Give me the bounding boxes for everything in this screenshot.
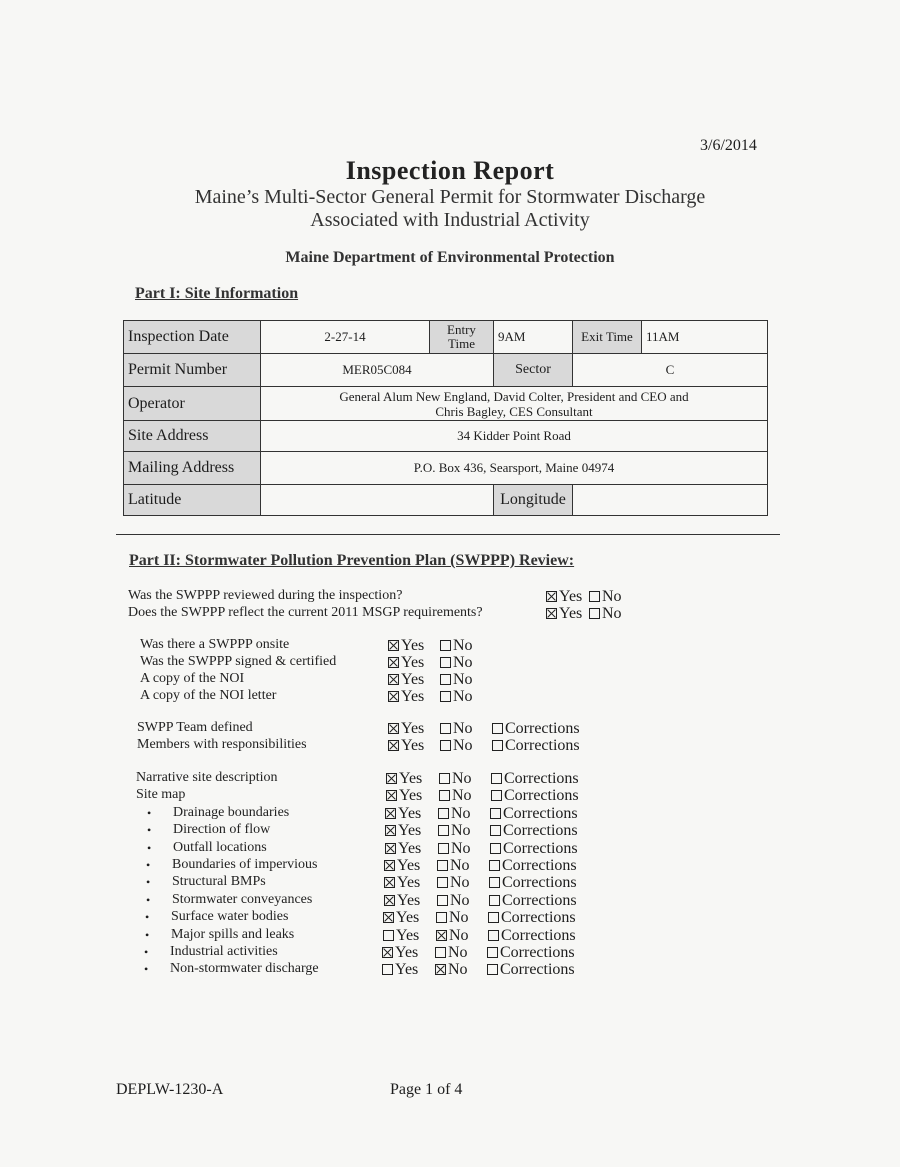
- group3-4-no-option[interactable]: [438, 840, 471, 858]
- group3-8-no-checkbox[interactable]: [436, 912, 447, 923]
- checklist-item-label: Outfall locations: [173, 839, 267, 855]
- group3-5-corrections-option[interactable]: [489, 857, 577, 875]
- group3-8-corrections-label: Corrections: [501, 909, 576, 927]
- group2-1-no-option[interactable]: [440, 737, 473, 755]
- latitude-label: Latitude: [124, 485, 261, 516]
- group3-4-corrections-option[interactable]: [490, 840, 578, 858]
- top-question-1-no-checkbox[interactable]: [589, 608, 600, 619]
- group3-5-no-checkbox[interactable]: [437, 860, 448, 871]
- group3-10-corrections-label: Corrections: [500, 944, 575, 961]
- site-address-value: 34 Kidder Point Road: [261, 421, 768, 452]
- group3-11-corrections-label: Corrections: [500, 961, 575, 979]
- group3-8-yes-checkbox[interactable]: [383, 912, 394, 923]
- group2-1-yes-checkbox[interactable]: [388, 740, 399, 751]
- group3-2-corrections-option[interactable]: [490, 805, 578, 823]
- group3-4-corrections-checkbox[interactable]: [490, 843, 501, 854]
- group3-2-no-label: No: [451, 804, 471, 822]
- group1-0-no-checkbox[interactable]: [440, 640, 451, 651]
- group3-2-yes-option[interactable]: [385, 805, 421, 823]
- checklist-item-label: Members with responsibilities: [137, 737, 307, 752]
- inspection-date-label: Inspection Date: [124, 321, 261, 354]
- group3-0-corrections-label: Corrections: [504, 770, 579, 787]
- group3-9-yes-checkbox[interactable]: [383, 930, 394, 941]
- group3-1-yes-option[interactable]: [386, 787, 422, 805]
- group3-10-yes-label: Yes: [395, 944, 419, 961]
- permit-number-label: Permit Number: [124, 354, 261, 387]
- operator-label: Operator: [124, 387, 261, 421]
- group1-3-no-label: No: [453, 688, 473, 705]
- group3-4-yes-label: Yes: [398, 839, 422, 857]
- exit-time-value: 11AM: [642, 321, 768, 354]
- group3-6-yes-option[interactable]: [384, 874, 420, 892]
- sector-label: Sector: [494, 354, 573, 387]
- top-question-0-no-option[interactable]: [589, 588, 622, 606]
- latitude-value: [261, 485, 494, 516]
- group3-9-corrections-option[interactable]: [488, 927, 576, 945]
- group3-1-no-option[interactable]: [439, 787, 472, 805]
- bullet-icon: •: [147, 823, 152, 838]
- group2-1-no-label: No: [453, 737, 473, 754]
- group3-2-yes-label: Yes: [398, 804, 422, 822]
- report-title: Inspection Report: [345, 156, 555, 185]
- group1-1-yes-checkbox[interactable]: [388, 657, 399, 668]
- group3-1-yes-label: Yes: [399, 787, 423, 805]
- group3-8-corrections-option[interactable]: [488, 909, 576, 927]
- checklist-item-label: Non-stormwater discharge: [170, 961, 319, 977]
- group3-7-yes-label: Yes: [397, 891, 421, 909]
- report-date: 3/6/2014: [700, 137, 757, 154]
- group3-0-yes-checkbox[interactable]: [386, 773, 397, 784]
- group3-10-no-option[interactable]: [435, 944, 468, 962]
- group3-3-corrections-label: Corrections: [503, 822, 578, 840]
- group3-1-no-checkbox[interactable]: [439, 790, 450, 801]
- group3-7-corrections-checkbox[interactable]: [489, 895, 500, 906]
- checklist-item-label: Boundaries of impervious: [172, 857, 318, 872]
- group2-1-corrections-label: Corrections: [505, 737, 580, 754]
- group3-6-corrections-label: Corrections: [502, 874, 577, 892]
- group3-10-corrections-option[interactable]: [487, 944, 575, 962]
- group3-11-no-checkbox[interactable]: [435, 964, 446, 975]
- group3-8-yes-option[interactable]: [383, 909, 419, 927]
- checklist-item-label: A copy of the NOI letter: [140, 688, 277, 703]
- group3-3-no-label: No: [451, 822, 471, 840]
- group3-9-corrections-checkbox[interactable]: [488, 930, 499, 941]
- group3-7-no-checkbox[interactable]: [437, 895, 448, 906]
- group2-0-corrections-checkbox[interactable]: [492, 723, 503, 734]
- group1-2-no-label: No: [453, 671, 473, 688]
- top-question-0-no-checkbox[interactable]: [589, 591, 600, 602]
- group2-1-no-checkbox[interactable]: [440, 740, 451, 751]
- group3-2-corrections-checkbox[interactable]: [490, 808, 501, 819]
- part2-heading: Part II: Stormwater Pollution Prevention Plan (SWPPP) Review:: [129, 552, 575, 569]
- group1-3-yes-checkbox[interactable]: [388, 691, 399, 702]
- site-address-label: Site Address: [124, 421, 261, 452]
- group3-4-no-label: No: [451, 839, 471, 857]
- group1-2-yes-label: Yes: [401, 671, 425, 688]
- group3-11-no-option[interactable]: [435, 961, 468, 979]
- group3-5-corrections-label: Corrections: [502, 857, 577, 874]
- longitude-value: [573, 485, 768, 516]
- group3-4-yes-checkbox[interactable]: [385, 843, 396, 854]
- group1-1-no-option[interactable]: [440, 654, 473, 672]
- group3-6-no-label: No: [450, 874, 470, 892]
- inspection-date-value: 2-27-14: [261, 321, 430, 354]
- group1-2-yes-option[interactable]: [388, 671, 424, 689]
- group3-5-yes-option[interactable]: [384, 857, 420, 875]
- group3-7-corrections-label: Corrections: [502, 891, 577, 909]
- top-question-0-yes-label: Yes: [559, 588, 583, 605]
- group3-3-no-checkbox[interactable]: [438, 825, 449, 836]
- section-divider: [116, 534, 780, 535]
- checklist-item-label: Narrative site description: [136, 770, 278, 785]
- group3-11-yes-label: Yes: [395, 961, 419, 979]
- group3-11-corrections-checkbox[interactable]: [487, 964, 498, 975]
- bullet-icon: •: [146, 892, 151, 907]
- group3-8-corrections-checkbox[interactable]: [488, 912, 499, 923]
- top-question-0-yes-checkbox[interactable]: [546, 591, 557, 602]
- group2-1-corrections-option[interactable]: [492, 737, 580, 755]
- group3-6-corrections-option[interactable]: [489, 874, 577, 892]
- group1-0-yes-label: Yes: [401, 637, 425, 654]
- group3-7-no-option[interactable]: [437, 892, 470, 910]
- mailing-address-value: P.O. Box 436, Searsport, Maine 04974: [261, 452, 768, 485]
- group3-9-yes-option[interactable]: [383, 927, 419, 945]
- group1-0-yes-checkbox[interactable]: [388, 640, 399, 651]
- top-question-1-yes-option[interactable]: [546, 605, 582, 623]
- sector-value: C: [573, 354, 768, 387]
- group1-2-yes-checkbox[interactable]: [388, 674, 399, 685]
- group3-7-no-label: No: [450, 891, 470, 909]
- group1-3-yes-option[interactable]: [388, 688, 424, 706]
- operator-line1: General Alum New England, David Colter, President and CEO and: [339, 388, 689, 404]
- group3-6-yes-label: Yes: [397, 874, 421, 892]
- group3-5-no-option[interactable]: [437, 857, 470, 875]
- bullet-icon: •: [146, 875, 151, 890]
- group3-10-no-checkbox[interactable]: [435, 947, 446, 958]
- group2-1-yes-option[interactable]: [388, 737, 424, 755]
- group1-2-no-checkbox[interactable]: [440, 674, 451, 685]
- group3-8-no-option[interactable]: [436, 909, 469, 927]
- group3-0-corrections-checkbox[interactable]: [491, 773, 502, 784]
- checklist-item-label: Structural BMPs: [172, 874, 266, 890]
- group3-3-yes-option[interactable]: [385, 822, 421, 840]
- group3-6-corrections-checkbox[interactable]: [489, 877, 500, 888]
- group2-0-yes-label: Yes: [401, 720, 425, 737]
- operator-line2: Chris Bagley, CES Consultant: [435, 403, 593, 419]
- group1-0-yes-option[interactable]: [388, 637, 424, 655]
- group1-3-no-checkbox[interactable]: [440, 691, 451, 702]
- group3-2-corrections-label: Corrections: [503, 804, 578, 822]
- group3-2-yes-checkbox[interactable]: [385, 808, 396, 819]
- group3-3-no-option[interactable]: [438, 822, 471, 840]
- group3-5-yes-checkbox[interactable]: [384, 860, 395, 871]
- group2-0-no-label: No: [453, 720, 473, 737]
- bullet-icon: •: [145, 927, 150, 942]
- group3-9-corrections-label: Corrections: [501, 926, 576, 944]
- group2-0-no-option[interactable]: [440, 720, 473, 738]
- group3-4-yes-option[interactable]: [385, 840, 421, 858]
- group1-1-no-label: No: [453, 654, 473, 671]
- group3-2-no-option[interactable]: [438, 805, 471, 823]
- group3-6-yes-checkbox[interactable]: [384, 877, 395, 888]
- checklist-item-label: Surface water bodies: [171, 909, 289, 925]
- bullet-icon: •: [144, 962, 149, 977]
- group2-1-corrections-checkbox[interactable]: [492, 740, 503, 751]
- bullet-icon: •: [146, 858, 151, 872]
- group1-1-no-checkbox[interactable]: [440, 657, 451, 668]
- top-question-0-no-label: No: [602, 588, 622, 605]
- group1-3-no-option[interactable]: [440, 688, 473, 706]
- checklist-item-label: Industrial activities: [170, 944, 278, 959]
- top-question-1-yes-label: Yes: [559, 605, 583, 622]
- group3-3-corrections-checkbox[interactable]: [490, 825, 501, 836]
- group2-0-yes-option[interactable]: [388, 720, 424, 738]
- group3-4-corrections-label: Corrections: [503, 839, 578, 857]
- bullet-icon: •: [144, 945, 149, 959]
- group3-8-no-label: No: [449, 909, 469, 927]
- group3-5-no-label: No: [450, 857, 470, 874]
- group3-1-corrections-option[interactable]: [491, 787, 579, 805]
- group1-1-yes-label: Yes: [401, 654, 425, 671]
- report-subtitle-line1: Maine’s Multi-Sector General Permit for Stormwater Discharge: [194, 186, 706, 208]
- exit-time-label: Exit Time: [573, 321, 642, 354]
- group2-0-corrections-option[interactable]: [492, 720, 580, 738]
- checklist-item-label: Site map: [136, 787, 186, 803]
- checklist-item-label: SWPP Team defined: [137, 720, 253, 735]
- group1-0-no-option[interactable]: [440, 637, 473, 655]
- group3-0-corrections-option[interactable]: [491, 770, 579, 788]
- top-question-1-no-label: No: [602, 605, 622, 622]
- operator-value: [261, 387, 768, 421]
- group3-7-yes-option[interactable]: [384, 892, 420, 910]
- bullet-icon: •: [147, 805, 152, 820]
- top-question-label: Does the SWPPP reflect the current 2011 MSGP requirements?: [128, 605, 483, 620]
- checklist-item-label: Was the SWPPP signed & certified: [140, 654, 337, 669]
- group3-3-yes-label: Yes: [398, 822, 422, 840]
- group1-0-no-label: No: [453, 637, 473, 654]
- group1-2-no-option[interactable]: [440, 671, 473, 689]
- group3-6-no-checkbox[interactable]: [437, 877, 448, 888]
- bullet-icon: •: [145, 910, 150, 925]
- group3-5-yes-label: Yes: [397, 857, 421, 874]
- bullet-icon: •: [147, 840, 152, 855]
- group2-0-no-checkbox[interactable]: [440, 723, 451, 734]
- group3-5-corrections-checkbox[interactable]: [489, 860, 500, 871]
- top-question-1-no-option[interactable]: [589, 605, 622, 623]
- group3-11-corrections-option[interactable]: [487, 961, 575, 979]
- group3-9-yes-label: Yes: [396, 926, 420, 944]
- top-question-1-yes-checkbox[interactable]: [546, 608, 557, 619]
- group3-11-yes-checkbox[interactable]: [382, 964, 393, 975]
- group3-3-yes-checkbox[interactable]: [385, 825, 396, 836]
- checklist-item-label: Was there a SWPPP onsite: [140, 637, 290, 652]
- entry-time-label: Entry Time: [430, 321, 494, 354]
- group3-11-no-label: No: [448, 961, 468, 979]
- group3-0-yes-label: Yes: [399, 770, 423, 787]
- group3-8-yes-label: Yes: [396, 909, 420, 927]
- report-subtitle-line2: Associated with Industrial Activity: [310, 209, 590, 231]
- group3-1-corrections-label: Corrections: [504, 787, 579, 805]
- group2-0-yes-checkbox[interactable]: [388, 723, 399, 734]
- group3-1-yes-checkbox[interactable]: [386, 790, 397, 801]
- group3-0-no-checkbox[interactable]: [439, 773, 450, 784]
- group3-10-corrections-checkbox[interactable]: [487, 947, 498, 958]
- group3-10-yes-option[interactable]: [382, 944, 418, 962]
- group3-7-corrections-option[interactable]: [489, 892, 577, 910]
- permit-number-value: MER05C084: [261, 354, 494, 387]
- group3-9-no-checkbox[interactable]: [436, 930, 447, 941]
- longitude-label: Longitude: [494, 485, 573, 516]
- group3-11-yes-option[interactable]: [382, 961, 418, 979]
- group3-6-no-option[interactable]: [437, 874, 470, 892]
- group1-1-yes-option[interactable]: [388, 654, 424, 672]
- group3-10-no-label: No: [448, 944, 468, 961]
- checklist-item-label: Direction of flow: [173, 822, 271, 838]
- group3-10-yes-checkbox[interactable]: [382, 947, 393, 958]
- group2-1-yes-label: Yes: [401, 737, 425, 754]
- group3-0-yes-option[interactable]: [386, 770, 422, 788]
- group3-2-no-checkbox[interactable]: [438, 808, 449, 819]
- part1-heading: Part I: Site Information: [135, 285, 299, 302]
- group3-0-no-option[interactable]: [439, 770, 472, 788]
- checklist-item-label: Stormwater conveyances: [172, 891, 313, 907]
- group3-7-yes-checkbox[interactable]: [384, 895, 395, 906]
- site-information-table: [123, 320, 768, 516]
- form-number: DEPLW-1230-A: [116, 1081, 224, 1098]
- mailing-address-label: Mailing Address: [124, 452, 261, 485]
- entry-time-value: 9AM: [494, 321, 573, 354]
- group3-1-no-label: No: [452, 787, 472, 805]
- page-number: Page 1 of 4: [390, 1081, 463, 1098]
- group3-4-no-checkbox[interactable]: [438, 843, 449, 854]
- group3-3-corrections-option[interactable]: [490, 822, 578, 840]
- group3-9-no-option[interactable]: [436, 927, 469, 945]
- group1-3-yes-label: Yes: [401, 688, 425, 705]
- group3-9-no-label: No: [449, 926, 469, 944]
- group3-1-corrections-checkbox[interactable]: [491, 790, 502, 801]
- top-question-label: Was the SWPPP reviewed during the inspection?: [128, 588, 403, 603]
- checklist-item-label: Drainage boundaries: [173, 804, 290, 820]
- top-question-0-yes-option[interactable]: [546, 588, 582, 606]
- department-name: Maine Department of Environmental Protection: [285, 249, 615, 266]
- group3-0-no-label: No: [452, 770, 472, 787]
- checklist-item-label: A copy of the NOI: [140, 671, 245, 686]
- group2-0-corrections-label: Corrections: [505, 720, 580, 737]
- checklist-item-label: Major spills and leaks: [171, 926, 295, 942]
